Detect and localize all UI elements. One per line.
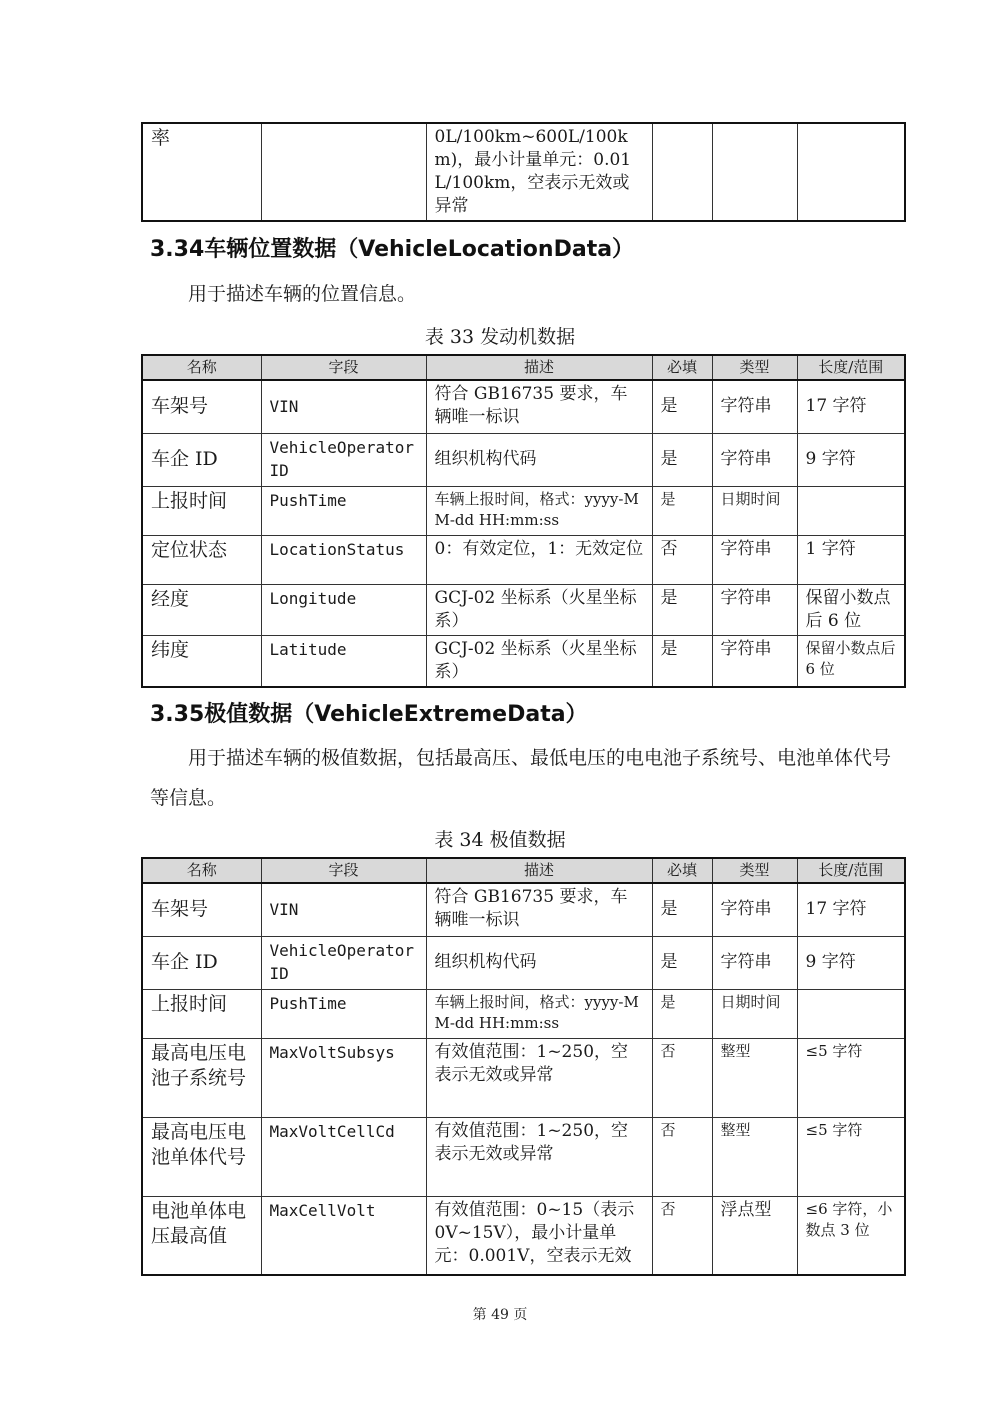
cell-required — [652, 123, 712, 221]
cell-name: 率 — [142, 123, 261, 221]
cell-type: 整型 — [712, 1117, 797, 1196]
cell-name: 最高电压电池子系统号 — [142, 1038, 261, 1117]
header-field: 字段 — [261, 858, 426, 883]
cell-required: 否 — [652, 535, 712, 584]
cell-description: GCJ-02 坐标系（火星坐标系） — [426, 635, 652, 687]
cell-range — [797, 989, 905, 1038]
table-row — [142, 1196, 905, 1275]
cell-field: Latitude — [261, 635, 426, 687]
cell-range: ≤5 字符 — [797, 1038, 905, 1117]
section-paragraph: 用于描述车辆的位置信息。 — [188, 283, 417, 305]
cell-name: 最高电压电池单体代号 — [142, 1117, 261, 1196]
cell-type: 字符串 — [712, 535, 797, 584]
table-row — [142, 584, 905, 635]
table-caption: 表 34 极值数据 — [434, 829, 566, 851]
cell-required: 是 — [652, 584, 712, 635]
cell-field: Longitude — [261, 584, 426, 635]
cell-required: 否 — [652, 1038, 712, 1117]
cell-field: MaxVoltCellCd — [261, 1117, 426, 1196]
header-description: 描述 — [426, 858, 652, 883]
cell-field: PushTime — [261, 486, 426, 535]
table-row — [142, 883, 905, 936]
cell-type: 日期时间 — [712, 989, 797, 1038]
cell-description: GCJ-02 坐标系（火星坐标系） — [426, 584, 652, 635]
cell-field: VehicleOperatorID — [261, 936, 426, 989]
table-row — [142, 535, 905, 584]
header-field: 字段 — [261, 355, 426, 380]
cell-description: 符合 GB16735 要求，车辆唯一标识 — [426, 883, 652, 936]
cell-description: 0：有效定位，1：无效定位 — [426, 535, 652, 584]
table-row — [142, 989, 905, 1038]
cell-name: 车架号 — [142, 883, 261, 936]
cell-field — [261, 123, 426, 221]
cell-required: 是 — [652, 380, 712, 433]
cell-required: 是 — [652, 936, 712, 989]
cell-description: 车辆上报时间，格式：yyyy-MM-dd HH:mm:ss — [426, 989, 652, 1038]
table-row — [142, 123, 905, 221]
cell-range: 9 字符 — [797, 936, 905, 989]
header-required: 必填 — [652, 858, 712, 883]
header-name: 名称 — [142, 858, 261, 883]
table-header-row — [142, 355, 905, 380]
cell-description: 0L/100km~600L/100km)，最小计量单元：0.01L/100km，空表示无效或异常 — [426, 123, 652, 221]
cell-field: MaxVoltSubsys — [261, 1038, 426, 1117]
table-row — [142, 433, 905, 486]
cell-description: 有效值范围：1~250，空表示无效或异常 — [426, 1038, 652, 1117]
header-description: 描述 — [426, 355, 652, 380]
cell-range: ≤6 字符，小数点 3 位 — [797, 1196, 905, 1275]
header-name: 名称 — [142, 355, 261, 380]
cell-required: 是 — [652, 486, 712, 535]
cell-name: 车企 ID — [142, 936, 261, 989]
table-row — [142, 486, 905, 535]
cell-required: 是 — [652, 433, 712, 486]
cell-required: 否 — [652, 1196, 712, 1275]
cell-type: 整型 — [712, 1038, 797, 1117]
cell-description: 组织机构代码 — [426, 936, 652, 989]
section-heading: 3.35极值数据（VehicleExtremeData） — [150, 702, 588, 727]
cell-type: 浮点型 — [712, 1196, 797, 1275]
cell-description: 符合 GB16735 要求，车辆唯一标识 — [426, 380, 652, 433]
cell-name: 车企 ID — [142, 433, 261, 486]
location-data-table — [141, 354, 906, 688]
cell-range — [797, 123, 905, 221]
cell-name: 定位状态 — [142, 535, 261, 584]
table-row — [142, 936, 905, 989]
table-row — [142, 635, 905, 687]
cell-field: VehicleOperatorID — [261, 433, 426, 486]
cell-range: 保留小数点后 6 位 — [797, 635, 905, 687]
cell-range — [797, 486, 905, 535]
section-paragraph: 用于描述车辆的极值数据，包括最高压、最低电压的电电池子系统号、电池单体代号等信息。 — [150, 747, 892, 809]
header-type: 类型 — [712, 355, 797, 380]
cell-type: 字符串 — [712, 433, 797, 486]
cell-name: 经度 — [142, 584, 261, 635]
cell-field: VIN — [261, 380, 426, 433]
cell-field: LocationStatus — [261, 535, 426, 584]
table-header-row — [142, 858, 905, 883]
cell-type: 字符串 — [712, 883, 797, 936]
cell-required: 是 — [652, 883, 712, 936]
cell-type: 字符串 — [712, 584, 797, 635]
section-heading: 3.34车辆位置数据（VehicleLocationData） — [150, 237, 635, 262]
cell-description: 有效值范围：0~15（表示0V~15V），最小计量单元：0.001V，空表示无效 — [426, 1196, 652, 1275]
cell-range: 17 字符 — [797, 380, 905, 433]
page-number: 第 49 页 — [472, 1307, 528, 1323]
table-row — [142, 1038, 905, 1117]
cell-name: 电池单体电压最高值 — [142, 1196, 261, 1275]
cell-name: 上报时间 — [142, 989, 261, 1038]
cell-name: 上报时间 — [142, 486, 261, 535]
cell-field: MaxCellVolt — [261, 1196, 426, 1275]
cell-type — [712, 123, 797, 221]
cell-range: 17 字符 — [797, 883, 905, 936]
header-type: 类型 — [712, 858, 797, 883]
cell-description: 组织机构代码 — [426, 433, 652, 486]
cell-type: 字符串 — [712, 635, 797, 687]
extreme-data-table — [141, 857, 906, 1276]
cell-type: 字符串 — [712, 380, 797, 433]
header-range: 长度/范围 — [797, 355, 905, 380]
header-required: 必填 — [652, 355, 712, 380]
cell-type: 字符串 — [712, 936, 797, 989]
cell-range: 1 字符 — [797, 535, 905, 584]
cell-required: 是 — [652, 989, 712, 1038]
cell-name: 纬度 — [142, 635, 261, 687]
cell-range: ≤5 字符 — [797, 1117, 905, 1196]
top-continuation-table — [141, 122, 906, 222]
cell-range: 保留小数点后 6 位 — [797, 584, 905, 635]
cell-required: 是 — [652, 635, 712, 687]
cell-required: 否 — [652, 1117, 712, 1196]
cell-range: 9 字符 — [797, 433, 905, 486]
cell-field: VIN — [261, 883, 426, 936]
cell-type: 日期时间 — [712, 486, 797, 535]
cell-name: 车架号 — [142, 380, 261, 433]
table-caption: 表 33 发动机数据 — [424, 326, 576, 348]
cell-description: 有效值范围：1~250，空表示无效或异常 — [426, 1117, 652, 1196]
cell-field: PushTime — [261, 989, 426, 1038]
header-range: 长度/范围 — [797, 858, 905, 883]
table-row — [142, 1117, 905, 1196]
cell-description: 车辆上报时间，格式：yyyy-MM-dd HH:mm:ss — [426, 486, 652, 535]
table-row — [142, 380, 905, 433]
